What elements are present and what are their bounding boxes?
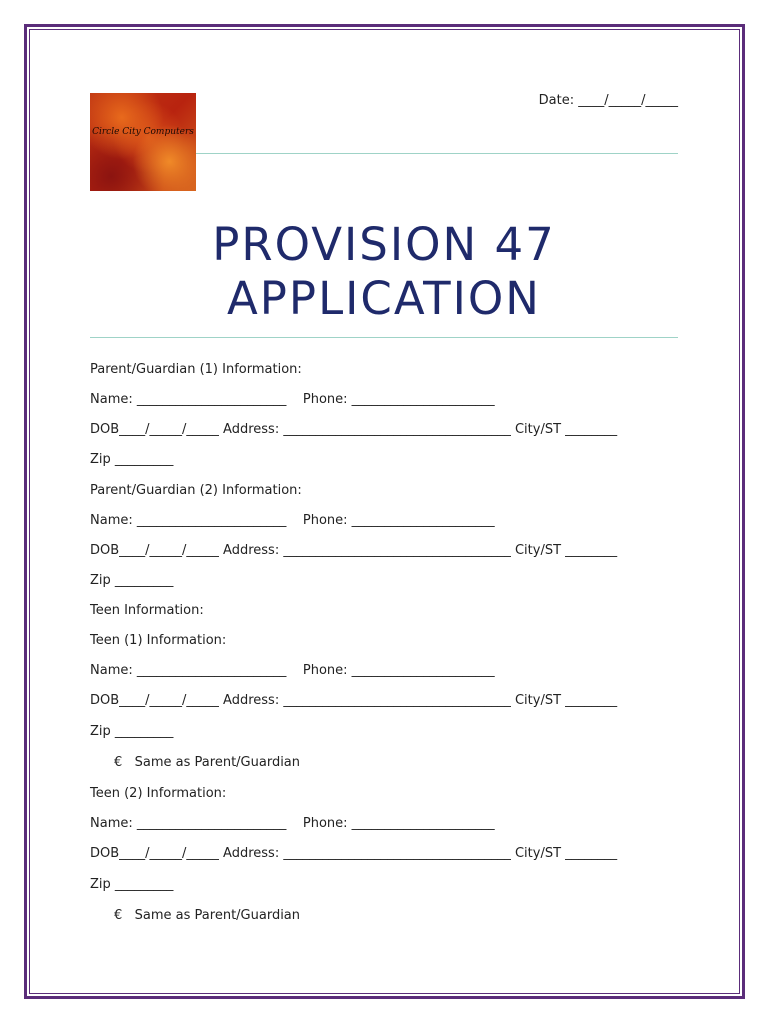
date-field[interactable]: Date: ____/_____/_____ [538, 93, 678, 108]
teen-2-same-as-parent-checkbox[interactable]: € Same as Parent/Guardian [114, 908, 301, 923]
section-teen-heading: Teen Information: [90, 603, 204, 618]
teen-1-zip-field[interactable]: Zip _________ [90, 724, 174, 739]
logo-text: Circle City Computers [92, 127, 194, 137]
title-divider [90, 337, 678, 338]
parent-2-dob-address-fields[interactable]: DOB____/_____/_____ Address: ___________________________________ City/ST ________ [90, 543, 618, 558]
parent-2-zip-field[interactable]: Zip _________ [90, 573, 174, 588]
teen-2-dob-address-fields[interactable]: DOB____/_____/_____ Address: ___________________________________ City/ST ________ [90, 846, 618, 861]
title-line-1: PROVISION 47 [212, 218, 556, 271]
parent-1-zip-field[interactable]: Zip _________ [90, 452, 174, 467]
section-teen-1-heading: Teen (1) Information: [90, 633, 227, 648]
section-teen-2-heading: Teen (2) Information: [90, 786, 227, 801]
parent-2-name-phone-fields[interactable]: Name: _______________________ Phone: ______________________ [90, 513, 495, 528]
teen-1-name-phone-fields[interactable]: Name: _______________________ Phone: ______________________ [90, 663, 495, 678]
teen-1-same-as-parent-checkbox[interactable]: € Same as Parent/Guardian [114, 755, 301, 770]
teen-1-dob-address-fields[interactable]: DOB____/_____/_____ Address: ___________________________________ City/ST ________ [90, 693, 618, 708]
page-title [90, 218, 678, 326]
section-parent-1-heading: Parent/Guardian (1) Information: [90, 362, 302, 377]
teen-2-name-phone-fields[interactable]: Name: _______________________ Phone: ______________________ [90, 816, 495, 831]
teen-2-zip-field[interactable]: Zip _________ [90, 877, 174, 892]
parent-1-name-phone-fields[interactable]: Name: _______________________ Phone: ______________________ [90, 392, 495, 407]
header-divider [196, 153, 678, 154]
section-parent-2-heading: Parent/Guardian (2) Information: [90, 483, 302, 498]
company-logo [90, 93, 196, 191]
parent-1-dob-address-fields[interactable]: DOB____/_____/_____ Address: ___________________________________ City/ST ________ [90, 422, 618, 437]
title-line-2: APPLICATION [227, 272, 541, 325]
